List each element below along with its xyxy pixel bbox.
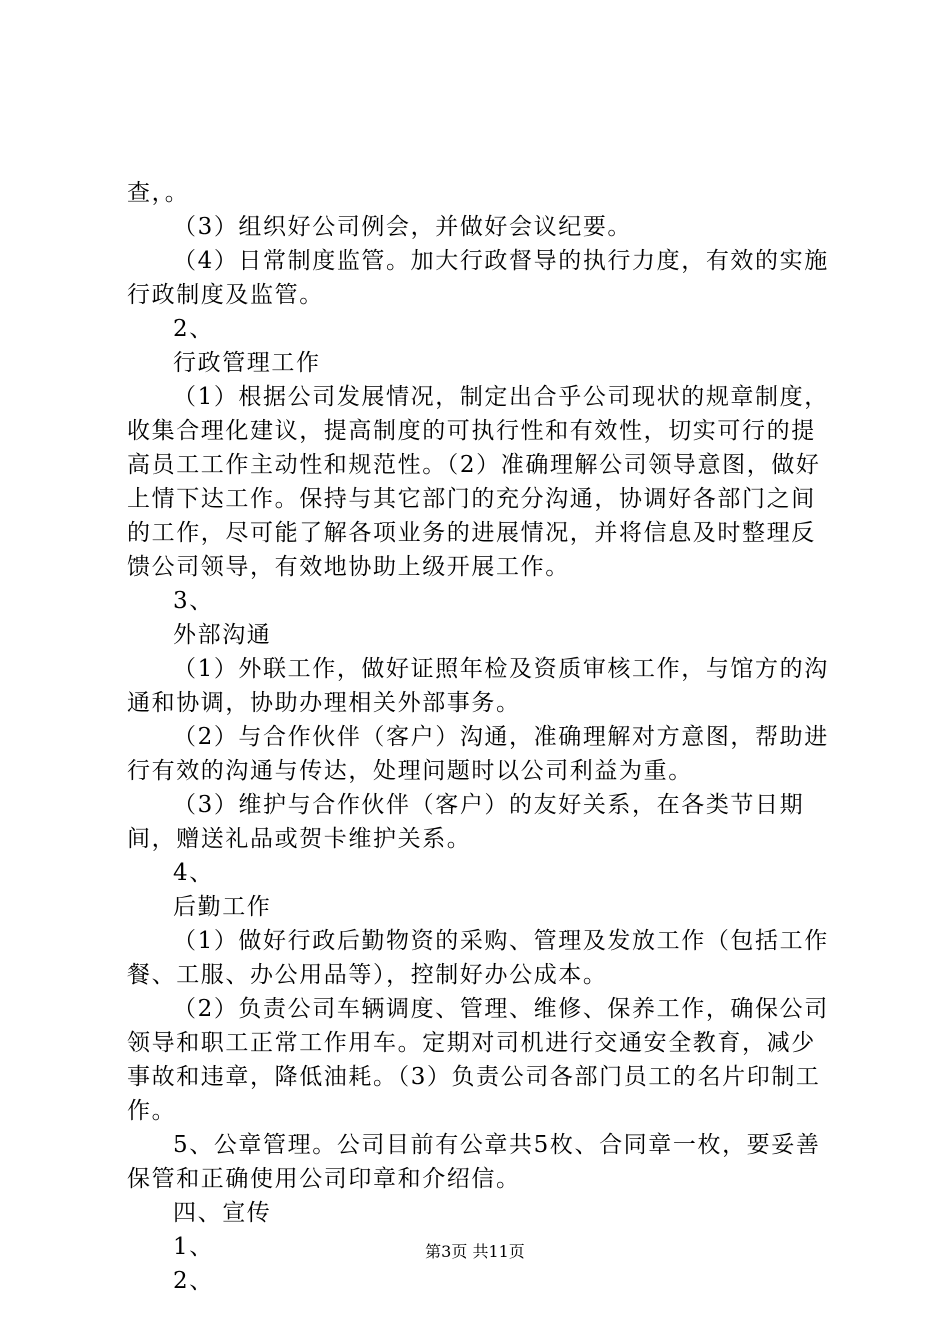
section-number-2: 2、 xyxy=(173,316,214,342)
paragraph-external-2: （2）与合作伙伴（客户）沟通，准确理解对方意图，帮助进行有效的沟通与传达，处理问题时以公司利益为重。 xyxy=(127,724,829,784)
section-heading-admin: 行政管理工作 xyxy=(173,350,321,376)
paragraph-admin-body: （1）根据公司发展情况，制定出合乎公司现状的规章制度，收集合理化建议，提高制度的可执行性和有效性，切实可行的提高员工工作主动性和规范性。（2）准确理解公司领导意图，做好上情下达工作。保持与其它部门的充分沟通，协调好各部门之间的工作，尽可能了解各项业务的进展情况，并将信息及时整理反馈公司领导，有效地协助上级开展工作。 xyxy=(127,384,829,580)
paragraph-seal-management: 5、公章管理。公司目前有公章共5枚、合同章一枚，要妥善保管和正确使用公司印章和介绍信。 xyxy=(127,1132,821,1192)
paragraph-logistics-2: （2）负责公司车辆调度、管理、维修、保养工作，确保公司领导和职工正常工作用车。定期对司机进行交通安全教育，减少事故和违章，降低油耗。（3）负责公司各部门员工的名片印制工作。 xyxy=(127,996,829,1124)
page-footer xyxy=(0,1241,950,1263)
page-number-label: 第3页 共11页 xyxy=(425,1242,525,1261)
paragraph-item-3: （3）组织好公司例会，并做好会议纪要。 xyxy=(173,214,633,240)
publicity-item-1: 1、 xyxy=(173,1234,214,1260)
section-number-3: 3、 xyxy=(173,588,214,614)
paragraph-logistics-1: （1）做好行政后勤物资的采购、管理及发放工作（包括工作餐、工服、办公用品等），控制好办公成本。 xyxy=(127,928,829,988)
paragraph-external-1: （1）外联工作，做好证照年检及资质审核工作，与馆方的沟通和协调，协助办理相关外部事务。 xyxy=(127,656,829,716)
paragraph-external-3: （3）维护与合作伙伴（客户）的友好关系，在各类节日期间，赠送礼品或贺卡维护关系。 xyxy=(127,792,805,852)
section-heading-logistics: 后勤工作 xyxy=(173,894,272,920)
document-body xyxy=(127,176,832,1298)
section-heading-external: 外部沟通 xyxy=(173,622,272,648)
section-number-4: 4、 xyxy=(173,860,214,886)
paragraph-item-4: （4）日常制度监管。加大行政督导的执行力度，有效的实施行政制度及监管。 xyxy=(127,248,829,308)
paragraph-continuation: 查，。 xyxy=(127,180,190,206)
section-heading-publicity: 四、宣传 xyxy=(173,1200,272,1226)
publicity-item-2: 2、 xyxy=(173,1268,214,1294)
